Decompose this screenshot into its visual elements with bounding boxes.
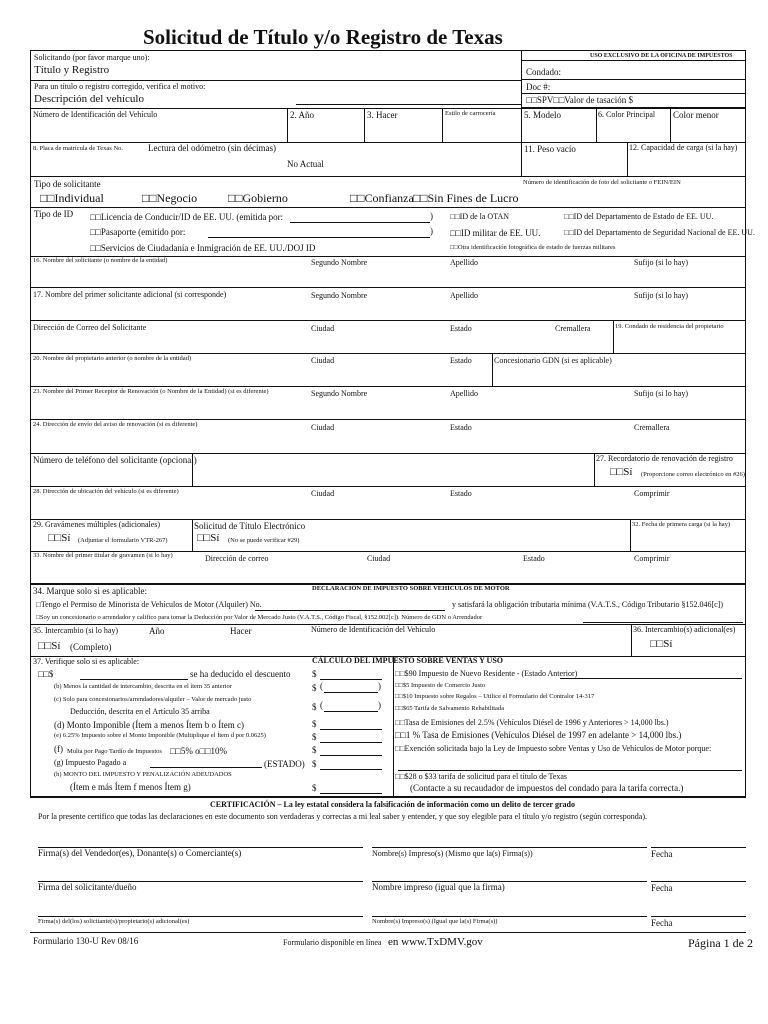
retailer-permit-continued: y satisfará la obligación tributaria mínima (V.A.T.S., Código Tributario §152.046[c])	[452, 600, 723, 609]
empty-weight-label: 11. Peso vacío	[524, 144, 576, 154]
mailing-zip-label: Cremallera	[555, 324, 591, 333]
location-city-label: Ciudad	[311, 489, 335, 498]
calc-salvage[interactable]: □□$65 Tarifa de Salvamento Rehabilitada	[395, 705, 505, 712]
applicant-type-label: Tipo de solicitante	[34, 179, 101, 189]
id-military-option[interactable]: □□ID militar de EE. UU.	[450, 228, 541, 238]
lienholder-zip-label: Comprimir	[634, 554, 670, 563]
not-actual-label: No Actual	[287, 159, 324, 169]
trade-in-yes[interactable]: □□Sí	[38, 640, 61, 652]
vin-label: Número de Identificación del Vehículo	[33, 110, 158, 119]
applicant-trust-option[interactable]: □□Confianza	[350, 191, 414, 205]
previous-state-label: Estado	[450, 356, 472, 365]
mailing-address-label: Dirección de Correo del Solicitante	[33, 323, 147, 332]
electronic-title-note: (No se puede verificar #29)	[228, 537, 300, 544]
applicant-printed-name-label[interactable]: Nombre impreso (igual que la firma)	[372, 882, 505, 892]
trade-in-complete: (Completo)	[70, 642, 112, 652]
calc-exemption[interactable]: □□Exención solicitada bajo la Ley de Impuesto sobre Ventas y Uso de Vehículos de Motor porque:	[395, 744, 712, 753]
additional-applicant-label: 17. Nombre del primer solicitante adicional (si corresponde)	[33, 290, 227, 299]
year-label: 2. Año	[290, 110, 315, 120]
applicant-individual-option[interactable]: □□Individual	[40, 191, 104, 205]
first-lienholder-label: 33. Nombre del primer titular de gravamen (si lo hay)	[33, 552, 173, 559]
applicant-name-label: 16. Nombre del solicitante (o nombre de la entidad)	[33, 257, 168, 264]
additional-signature-label[interactable]: Firma(s) del(los) solicitante(s)/propietario(s) adicional(es)	[38, 918, 190, 925]
id-type-label: Tipo de ID	[34, 209, 74, 219]
plate-label: 8. Placa de matrícula de Texas No.	[33, 145, 124, 152]
tax-declaration-header: DECLARACIÓN DE IMPUESTO SOBRE VEHÍCULOS DE MOTOR	[312, 585, 510, 592]
calc-title-fee[interactable]: □□$28 o $33 tarifa de solicitud para el título de Texas	[395, 772, 568, 781]
renewal-reminder-label: 27. Recordatorio de renovación de registro	[596, 454, 733, 463]
applicant-signature-label[interactable]: Firma del solicitante/dueño	[38, 882, 137, 892]
rebate-text: se ha deducido el descuento	[190, 669, 291, 679]
line-d: (d) Monto Imponible (Ítem a menos Ítem b o Ítem c)	[54, 720, 244, 730]
previous-owner-label: 20. Nombre del propietario anterior (o nombre de la entidad)	[33, 355, 192, 362]
dealer-deduction-option[interactable]: □Soy un concesionario o arrendador y califico para tomar la Deducción por Valor de Mercado Justo (V.A.T.S., Código Fiscal, §152.002[c]). Número de GDN o Arrendador	[36, 614, 483, 621]
renewal-recipient-label: 23. Nombre del Primer Receptor de Renovación (o Nombre de la Entidad) (si es diferente)	[33, 388, 269, 395]
requesting-value[interactable]: Título y Registro	[34, 64, 110, 76]
applicant-government-option[interactable]: □□Gobierno	[228, 191, 288, 205]
carrying-capacity-label: 12. Capacidad de carga (si la hay)	[629, 143, 738, 152]
form-number: Formulario 130-U Rev 08/16	[33, 936, 139, 946]
lienholder-city-label: Ciudad	[367, 554, 391, 563]
certification-title: CERTIFICACIÓN – La ley estatal considera la falsificación de información como un delito de tercer grado	[210, 800, 575, 809]
calc-header: CÁLCULO DEL IMPUESTO SOBRE VENTAS Y USO	[312, 656, 504, 665]
id-other-military-option[interactable]: □□Otra identificación fotográfica de estado de fuerzas militares	[450, 244, 616, 251]
trade-in-make-label: Hacer	[230, 626, 252, 636]
minor-color-label: Color menor	[673, 110, 719, 120]
lienholder-state-label: Estado	[523, 554, 545, 563]
line-c-continued: Deducción, descrita en el Artículo 35 arriba	[70, 707, 210, 716]
vehicle-location-label: 28. Dirección de ubicación del vehículo (si es diferente)	[33, 488, 179, 495]
rebate-option[interactable]: □□$	[38, 669, 54, 679]
spv-field[interactable]: □□SPV□□Valor de tasación $	[526, 95, 633, 105]
line-f-text: Multa por Pago Tardío de Impuestos	[67, 748, 162, 755]
additional-date-label[interactable]: Fecha	[651, 918, 673, 928]
amount-b-field[interactable]: (	[320, 681, 323, 691]
additional-trade-in-yes[interactable]: □□Sí	[650, 638, 673, 650]
id-nato-option[interactable]: □□ID de la OTAN	[450, 212, 510, 221]
mailing-state-label: Estado	[450, 324, 472, 333]
id-passport-option[interactable]: □□Pasaporte (emitido por:	[90, 227, 186, 237]
renewal-city-label: Ciudad	[311, 423, 335, 432]
renewal-suffix-label: Sufijo (si lo hay)	[634, 389, 688, 398]
renewal-middle-label: Segundo Nombre	[311, 389, 368, 398]
electronic-title-yes[interactable]: □□Sí	[197, 532, 220, 544]
seller-printed-name-label[interactable]: Nombre(s) Impreso(s) (Mismo que la(s) Firma(s))	[372, 849, 533, 858]
odometer-label: Lectura del odómetro (sin décimas)	[148, 143, 276, 153]
applicant-nonprofit-option[interactable]: □□Sin Fines de Lucro	[413, 191, 519, 205]
calc-contact-note: (Contacte a su recaudador de impuestos del condado para la tarifa correcta.)	[410, 783, 684, 793]
lienholder-mail-label: Dirección de correo	[205, 554, 269, 563]
amount-c-field[interactable]: (	[320, 700, 323, 710]
line-g-state: (ESTADO)	[264, 759, 305, 769]
calc-new-resident[interactable]: □□$90 Impuesto de Nuevo Residente - (Estado Anterior)	[395, 669, 578, 678]
applicant-last-label: Apellido	[450, 258, 478, 267]
id-uscis-option[interactable]: □□Servicios de Ciudadanía e Inmigración de EE. UU./DOJ ID	[90, 243, 316, 253]
applicant-suffix-label: Sufijo (si lo hay)	[634, 258, 688, 267]
location-state-label: Estado	[450, 489, 472, 498]
additional-last-label: Apellido	[450, 291, 478, 300]
corrected-reason-label: Para un título o registro corregido, verifica el motivo:	[34, 82, 206, 91]
renewal-address-label: 24. Dirección de envío del aviso de renovación (si es diferente)	[33, 421, 198, 428]
seller-signature-label[interactable]: Firma(s) del Vendedor(es), Donante(s) o Comerciante(s)	[38, 848, 242, 858]
additional-middle-label: Segundo Nombre	[311, 291, 368, 300]
trade-in-label: 35. Intercambio (si lo hay)	[33, 626, 119, 635]
additional-suffix-label: Sufijo (si lo hay)	[634, 291, 688, 300]
page-number: Página 1 de 2	[688, 936, 753, 950]
phone-label: Número de teléfono del solicitante (opcional)	[33, 455, 197, 465]
body-style-label: Estilo de carrocería	[445, 110, 496, 117]
retailer-permit-option[interactable]: □Tengo el Permiso de Minorista de Vehículos de Motor (Alquiler) No.	[36, 600, 262, 609]
applicant-date-label[interactable]: Fecha	[651, 883, 673, 893]
line-f-label: (f)	[54, 744, 63, 754]
applicant-business-option[interactable]: □□Negocio	[142, 191, 198, 205]
renewal-state-label: Estado	[450, 423, 472, 432]
corrected-reason-value[interactable]: Descripción del vehículo	[34, 93, 144, 105]
additional-trade-in-label: 36. Intercambio(s) adicional(es)	[633, 625, 736, 634]
calc-gift-tax[interactable]: □□$10 Impuesto sobre Regalos – Utilice el Formulario del Contralor 14-317	[395, 693, 595, 700]
line-e: (e) 6.25% Impuesto sobre el Monto Imponible (Multiplique el Ítem d por 0.0625)	[54, 732, 266, 739]
requesting-label: Solicitando (por favor marque uno):	[34, 53, 150, 62]
renewal-zip-label: Cremallera	[634, 423, 670, 432]
line-c: (c) Solo para concesionarios/arrendadores/alquiler – Valor de mercado justo	[54, 696, 252, 703]
line-h: (h) MONTO DEL IMPUESTO Y PENALIZACIÓN ADEUDADOS	[54, 771, 232, 778]
certification-text: Por la presente certifico que todas las declaraciones en este documento son verdaderas y correctas a mi leal saber y entender, y que soy elegible para el título y/o registro (según corresponda).	[38, 812, 647, 821]
id-drivers-license-option[interactable]: □□Licencia de Conducir/ID de EE. UU. (emitida por:	[90, 212, 284, 222]
trade-in-vin-label: Número de Identificación del Vehículo	[311, 625, 436, 634]
mailing-city-label: Ciudad	[311, 324, 335, 333]
calc-emissions-25[interactable]: □□Tasa de Emisiones del 2.5% (Vehículos Diésel de 1996 y Anteriores > 14,000 lbs.)	[395, 718, 669, 727]
verify-applicable-label: 37. Verifique solo si es aplicable:	[33, 657, 140, 666]
line-b: (b) Menos la cantidad de intercambio, descrita en el ítem 35 anterior	[54, 683, 232, 690]
previous-city-label: Ciudad	[311, 356, 335, 365]
line-h-continued: (Ítem e más Ítem f menos Ítem g)	[70, 782, 191, 792]
dealer-gdn-label: Concesionario GDN (si es aplicable)	[494, 356, 612, 365]
form-online-label: Formulario disponible en línea	[283, 938, 382, 947]
office-use-header: USO EXCLUSIVO DE LA OFICINA DE IMPUESTOS	[590, 53, 733, 59]
id-homeland-security-option[interactable]: □□ID del Departamento de Seguridad Nacional de EE. UU.	[564, 228, 755, 237]
renewal-reminder-note: (Proporcione correo electrónico en #26)	[641, 471, 745, 478]
line-g: (g) Impuesto Pagado a	[54, 758, 127, 767]
mark-applicable-label: 34. Marque solo si es aplicable:	[33, 586, 147, 596]
first-lien-date-label: 32. Fecha de primera carga (si la hay)	[632, 521, 731, 528]
photo-id-label: Número de identificación de foto del solicitante o FEIN/EIN	[523, 179, 681, 186]
seller-date-label[interactable]: Fecha	[651, 849, 673, 859]
trade-in-year-label: Año	[149, 626, 165, 636]
multiple-liens-note: (Adjuntar el formulario VTR-267)	[78, 537, 168, 544]
page-title: Solicitud de Título y/o Registro de Texas	[143, 25, 503, 49]
multiple-liens-yes[interactable]: □□Sí	[48, 532, 71, 544]
applicant-middle-label: Segundo Nombre	[311, 258, 368, 267]
make-label: 3. Hacer	[367, 110, 398, 120]
calc-emissions-1[interactable]: □□1 % Tasa de Emisiones (Vehículos Diésel de 1997 en adelante > 14,000 lbs.)	[395, 730, 682, 740]
penalty-options[interactable]: □□5% o□□10%	[170, 746, 227, 756]
doc-number-field[interactable]: Doc #:	[526, 82, 551, 92]
county-residence-label: 19. Condado de residencia del propietario	[615, 323, 724, 330]
txdmv-link[interactable]: en www.TxDMV.gov	[388, 936, 483, 948]
model-label: 5. Modelo	[524, 110, 561, 120]
renewal-last-label: Apellido	[450, 389, 478, 398]
major-color-label: 6. Color Principal	[598, 110, 656, 119]
electronic-title-label: Solicitud de Título Electrónico	[194, 521, 306, 531]
location-zip-label: Comprimir	[634, 489, 670, 498]
multiple-liens-label: 29. Gravámenes múltiples (adicionales)	[33, 520, 161, 529]
id-state-dept-option[interactable]: □□ID del Departamento de Estado de EE. UU.	[564, 212, 714, 221]
calc-even-trade[interactable]: □□$5 Impuesto de Comercio Justo	[395, 682, 486, 689]
county-field[interactable]: Condado:	[526, 67, 561, 77]
renewal-reminder-yes[interactable]: □□Sí	[610, 466, 633, 478]
additional-printed-name-label[interactable]: Nombre(s) Impreso(s) (Igual que la(s) Firma(s))	[372, 918, 498, 925]
